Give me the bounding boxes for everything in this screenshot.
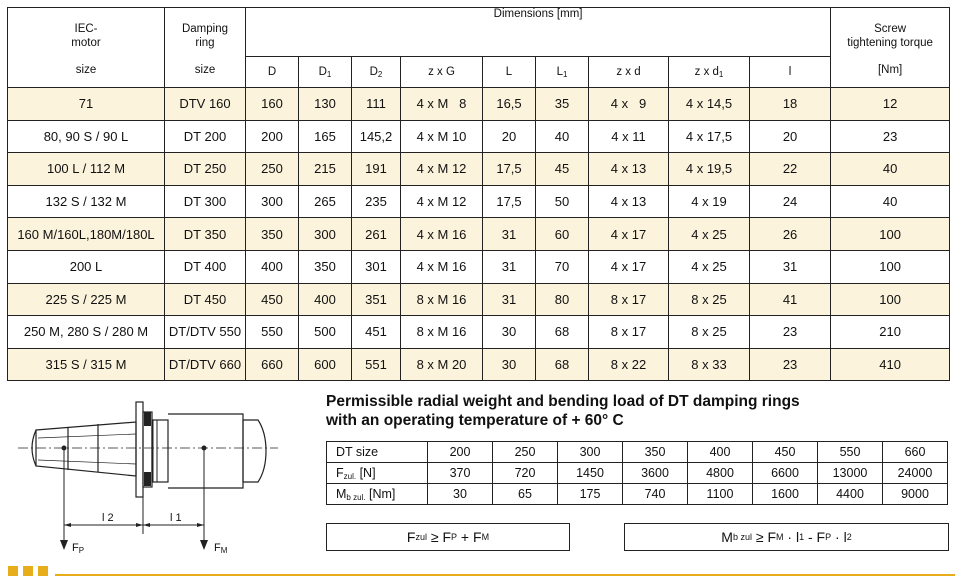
permissible-load-table [326,441,948,505]
footer-square-2 [23,566,33,576]
table-cell: 100 [831,250,950,283]
table-row [8,283,950,316]
table-cell: 250 [246,153,299,186]
table-cell: 4 x M 12 [401,185,483,218]
table-cell: DT 250 [165,153,246,186]
perm-cell: 1100 [688,484,753,505]
table-cell: 400 [246,250,299,283]
header-dim-col: $D_1$ [299,57,352,88]
table-cell: 4 x M 8 [401,88,483,121]
table-cell: 20 [483,120,536,153]
perm-label-mb-zul: $M_{b zul.}$ [Nm] [327,484,428,505]
table-cell: 500 [299,316,352,349]
table-cell: 24 [750,185,831,218]
table-cell: 4 x 11 [589,120,669,153]
table-cell: 225 S / 225 M [8,283,165,316]
table-cell: 30 [483,316,536,349]
table-cell: 4 x M 12 [401,153,483,186]
motor-shaft-diagram [8,392,308,564]
table-cell: 165 [299,120,352,153]
table-cell: 4 x 19 [669,185,750,218]
perm-label-dt-size: DT size [327,442,428,463]
table-cell: 40 [831,153,950,186]
table-cell: 17,5 [483,185,536,218]
table-row [8,153,950,186]
table-cell: 301 [352,250,401,283]
table-cell: DT 350 [165,218,246,251]
table-cell: 210 [831,316,950,349]
table-cell: 8 x 22 [589,348,669,381]
header-dim-col: l [750,57,831,88]
table-cell: 4 x 17 [589,218,669,251]
table-cell: 8 x M 16 [401,283,483,316]
formula-force-condition: F zul ≥ F P + F M [326,523,570,551]
perm-cell: 1600 [753,484,818,505]
table-cell: 31 [483,250,536,283]
table-cell: 191 [352,153,401,186]
table-cell: 265 [299,185,352,218]
footer-rule [55,574,955,576]
table-cell: 8 x 17 [589,283,669,316]
table-cell: 45 [536,153,589,186]
table-cell: 451 [352,316,401,349]
table-cell: 100 [831,283,950,316]
header-dim-col: $D_2$ [352,57,401,88]
perm-cell: 250 [493,442,558,463]
perm-cell: 200 [428,442,493,463]
table-cell: 4 x 25 [669,250,750,283]
table-cell: 4 x M 16 [401,218,483,251]
table-cell: 12 [831,88,950,121]
table-cell: 70 [536,250,589,283]
table-cell: 450 [246,283,299,316]
table-cell: 350 [299,250,352,283]
dim-label-l2: l 2 [102,512,114,524]
table-row [8,88,950,121]
force-label-fm: $F_M$ [214,542,228,555]
table-cell: 550 [246,316,299,349]
table-cell: 18 [750,88,831,121]
table-cell: 132 S / 132 M [8,185,165,218]
perm-cell: 30 [428,484,493,505]
force-label-fp: $F_P$ [72,542,85,555]
table-cell: 8 x 33 [669,348,750,381]
table-cell: 40 [536,120,589,153]
table-cell: 8 x M 16 [401,316,483,349]
header-dim-col: z x d [589,57,669,88]
table-row [8,348,950,381]
table-cell: 4 x 9 [589,88,669,121]
damping-ring-drawing [8,392,308,564]
table-cell: 8 x 17 [589,316,669,349]
table-cell: 235 [352,185,401,218]
table-cell: 8 x 25 [669,283,750,316]
table-cell: 8 x M 20 [401,348,483,381]
table-cell: 4 x M 10 [401,120,483,153]
table-cell: 160 [246,88,299,121]
perm-cell: 660 [883,442,948,463]
perm-row-dt-size [327,442,948,463]
table-cell: 200 L [8,250,165,283]
table-row [8,185,950,218]
perm-cell: 65 [493,484,558,505]
table-cell: DT/DTV 550 [165,316,246,349]
table-cell: 4 x M 16 [401,250,483,283]
table-cell: 80 [536,283,589,316]
header-damping-ring-size: Damping ring size [165,8,246,88]
table-cell: 315 S / 315 M [8,348,165,381]
table-cell: 31 [483,218,536,251]
header-dim-col: $L_1$ [536,57,589,88]
table-cell: 250 M, 280 S / 280 M [8,316,165,349]
header-dim-col: L [483,57,536,88]
table-cell: 4 x 13 [589,153,669,186]
perm-cell: 300 [558,442,623,463]
table-cell: 68 [536,316,589,349]
perm-label-f-zul: $F_{zul.}$ [N] [327,463,428,484]
table-row [8,316,950,349]
footer-square-3 [38,566,48,576]
table-cell: 100 L / 112 M [8,153,165,186]
table-cell: DT 300 [165,185,246,218]
table-row [8,250,950,283]
table-cell: 410 [831,348,950,381]
perm-cell: 9000 [883,484,948,505]
table-cell: 100 [831,218,950,251]
table-cell: 80, 90 S / 90 L [8,120,165,153]
header-dim-col: z x G [401,57,483,88]
table-cell: 31 [483,283,536,316]
table-cell: 215 [299,153,352,186]
table-cell: DT 400 [165,250,246,283]
table-cell: 4 x 14,5 [669,88,750,121]
section-title: Permissible radial weight and bending load of DT damping rings with an operating temperature of + 60° C [326,393,800,429]
table-cell: 600 [299,348,352,381]
table-cell: 4 x 19,5 [669,153,750,186]
table-cell: 31 [750,250,831,283]
table-cell: 300 [299,218,352,251]
perm-cell: 720 [493,463,558,484]
table-cell: 50 [536,185,589,218]
table-cell: 4 x 17 [589,250,669,283]
table-row [8,218,950,251]
dim-label-l1: l 1 [170,512,182,524]
header-motor-size: IEC- motor size [8,8,165,88]
table-cell: 660 [246,348,299,381]
table-cell: DT 200 [165,120,246,153]
perm-cell: 4400 [818,484,883,505]
perm-cell: 550 [818,442,883,463]
table-cell: DT 450 [165,283,246,316]
header-dim-col: D [246,57,299,88]
table-cell: 23 [831,120,950,153]
table-cell: 26 [750,218,831,251]
table-cell: 40 [831,185,950,218]
perm-cell: 175 [558,484,623,505]
table-cell: 261 [352,218,401,251]
table-cell: 68 [536,348,589,381]
footer-square-1 [8,566,18,576]
table-cell: 22 [750,153,831,186]
perm-cell: 740 [623,484,688,505]
table-cell: 351 [352,283,401,316]
table-cell: 160 M/160L,180M/180L [8,218,165,251]
table-cell: 4 x 25 [669,218,750,251]
perm-cell: 1450 [558,463,623,484]
perm-cell: 24000 [883,463,948,484]
table-cell: 4 x 17,5 [669,120,750,153]
perm-cell: 400 [688,442,753,463]
table-cell: 30 [483,348,536,381]
table-cell: 145,2 [352,120,401,153]
perm-cell: 350 [623,442,688,463]
table-cell: 41 [750,283,831,316]
table-cell: 8 x 25 [669,316,750,349]
table-cell: 60 [536,218,589,251]
perm-cell: 370 [428,463,493,484]
table-cell: 130 [299,88,352,121]
table-cell: 16,5 [483,88,536,121]
perm-row-mb-zul [327,484,948,505]
table-cell: 350 [246,218,299,251]
table-cell: DTV 160 [165,88,246,121]
perm-cell: 4800 [688,463,753,484]
header-screw-torque: Screw tightening torque [Nm] [831,8,950,88]
perm-cell: 6600 [753,463,818,484]
table-cell: 71 [8,88,165,121]
table-cell: 111 [352,88,401,121]
table-row [8,120,950,153]
table-cell: 17,5 [483,153,536,186]
table-cell: 200 [246,120,299,153]
table-cell: 300 [246,185,299,218]
table-cell: 23 [750,316,831,349]
dimensions-table [7,7,950,381]
table-cell: 400 [299,283,352,316]
table-cell: 551 [352,348,401,381]
perm-cell: 450 [753,442,818,463]
table-cell: 23 [750,348,831,381]
perm-cell: 3600 [623,463,688,484]
table-cell: DT/DTV 660 [165,348,246,381]
table-cell: 35 [536,88,589,121]
formula-moment-condition: M b zul ≥ F M · l 1 - F P · l 2 [624,523,949,551]
header-dimensions: Dimensions [mm] [246,8,831,57]
perm-row-f-zul [327,463,948,484]
perm-cell: 13000 [818,463,883,484]
table-cell: 4 x 13 [589,185,669,218]
table-cell: 20 [750,120,831,153]
header-dim-col: z x $d_1$ [669,57,750,88]
